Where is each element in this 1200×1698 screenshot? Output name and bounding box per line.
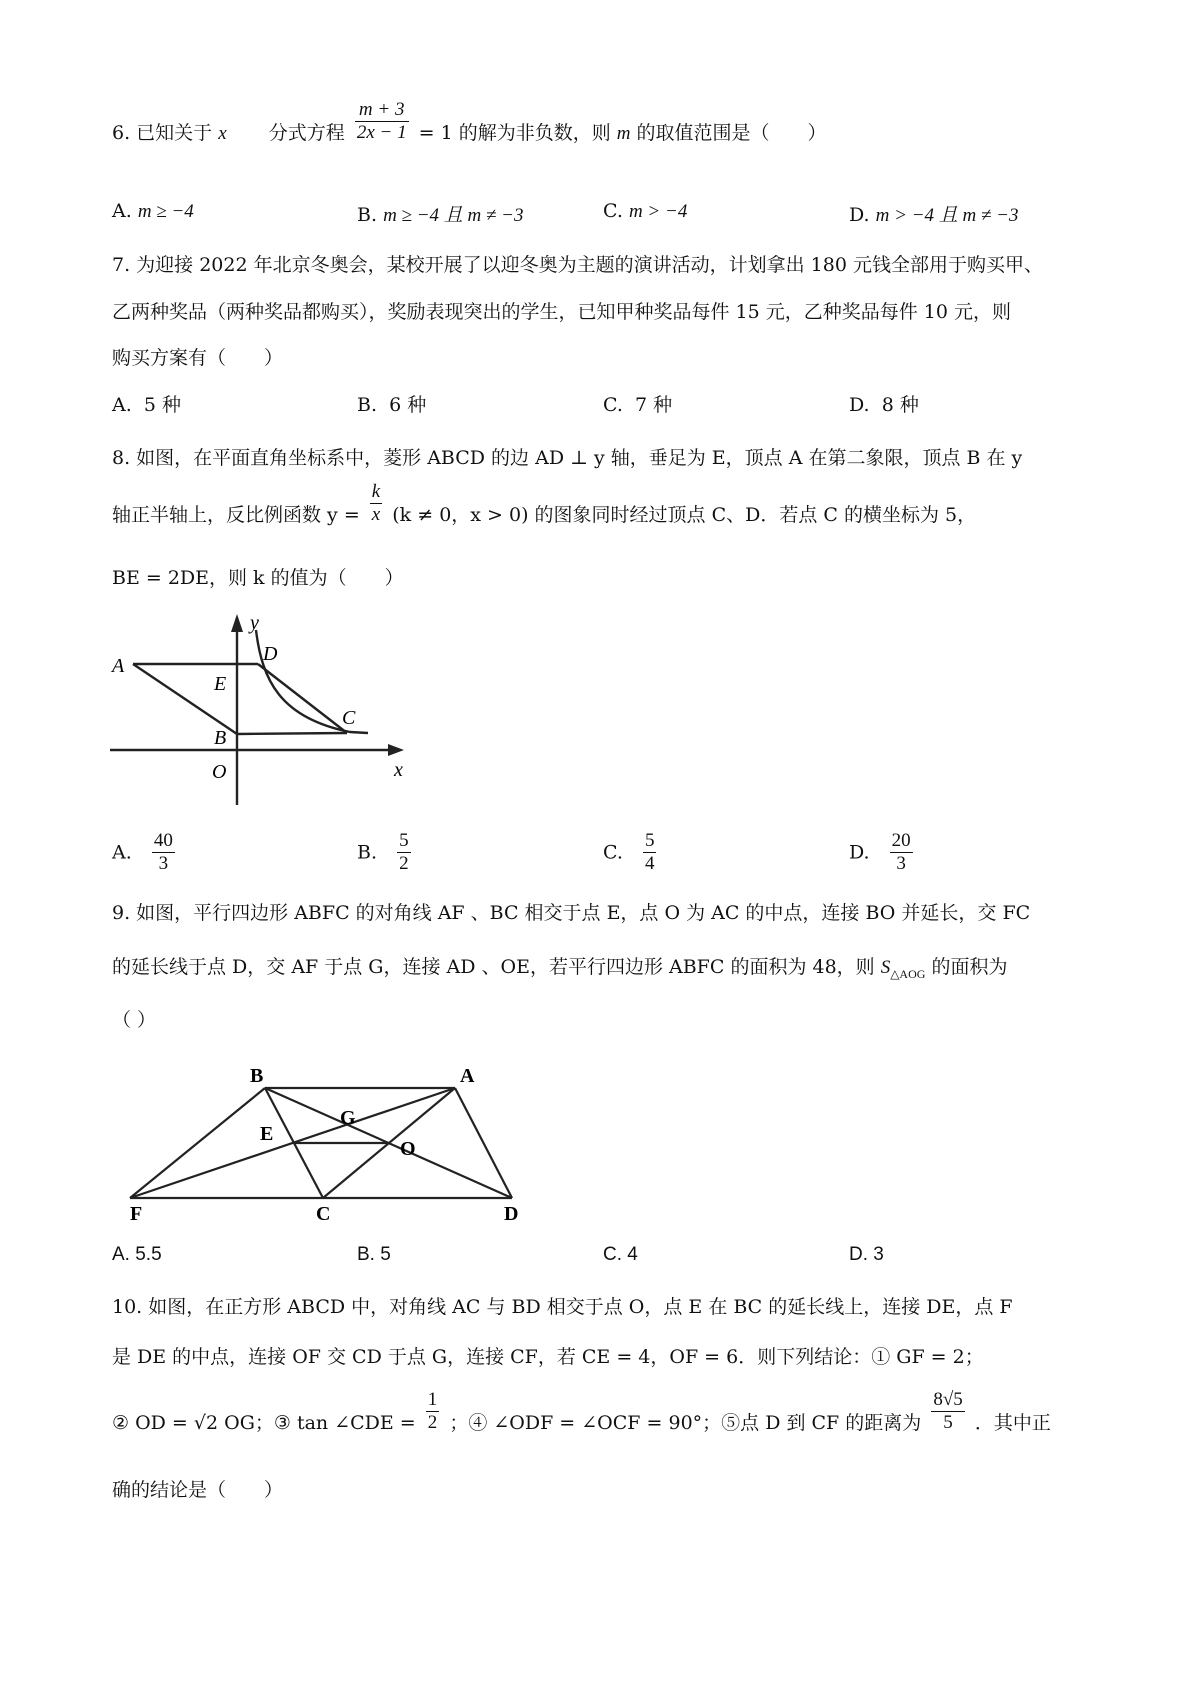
q9-label-e: E: [260, 1123, 274, 1145]
q8-label-a: A: [112, 655, 125, 677]
q8-option-c: C. $\frac{5}{4}$: [603, 830, 655, 874]
q6-fraction: [355, 99, 409, 144]
q6-text-c: = 1 的解为非负数，则: [418, 122, 611, 144]
q8-label-x: x: [394, 759, 403, 781]
q8-x-arrow: [388, 744, 404, 756]
q8-label-b: B: [214, 727, 227, 749]
q8-frac-num: k: [371, 480, 381, 502]
q7-option-a: A. 5 种: [112, 394, 181, 416]
q8-option-b: B. $\frac{5}{2}$: [357, 830, 409, 874]
q9-seg-ad: [455, 1088, 512, 1198]
q9-text-b: 的面积为: [931, 956, 1008, 978]
q8-line-3: BE = 2DE，则 k 的值为（ ）: [112, 567, 404, 589]
q9-label-b: B: [250, 1065, 264, 1087]
q10-text-c: ．其中正: [974, 1412, 1051, 1434]
q7-line-1: 7. 为迎接 2022 年北京冬奥会，某校开展了以迎冬奥为主题的演讲活动，计划拿出 180 元钱全部用于购买甲、: [112, 254, 1043, 276]
q9-label-g: G: [340, 1107, 356, 1129]
q9-option-c: C. 4: [603, 1244, 638, 1265]
q8-label-d: D: [263, 643, 278, 665]
q8-option-d: D. $\frac{20}{3}$: [849, 830, 911, 874]
q9-line-2: [112, 952, 1008, 982]
q8-frac-den: x: [371, 503, 381, 525]
q8-side-dc: [258, 664, 347, 733]
q10-fraction-2: $\frac{8√5}{5}$: [933, 1388, 963, 1433]
q6-var-m: m: [616, 123, 631, 144]
q9-figure: [120, 1060, 540, 1220]
q8-label-y: y: [250, 612, 259, 634]
q7-line-2: 乙两种奖品（两种奖品都购买），奖励表现突出的学生，已知甲种奖品每件 15 元，乙种奖品每件 10 元，则: [112, 301, 1012, 323]
q6-option-c: C. m > −4: [603, 200, 688, 222]
q9-label-f: F: [130, 1203, 143, 1220]
q6-option-b: B. m ≥ −4 且 m ≠ −3: [357, 204, 524, 226]
q9-line-1: 9. 如图，平行四边形 ABFC 的对角线 AF 、BC 相交于点 E，点 O 为 AC 的中点，连接 BO 并延长，交 FC: [112, 902, 1031, 924]
q6-option-a: A. m ≥ −4: [112, 200, 194, 222]
q6-text-b: 分式方程: [268, 122, 345, 144]
q8-side-bc: [237, 733, 347, 734]
q8-y-arrow: [231, 614, 243, 632]
q9-label-c: C: [316, 1203, 331, 1220]
q8-figure: [110, 610, 410, 810]
q6-frac-den: 2x − 1: [356, 121, 407, 143]
q6-frac-num: m + 3: [355, 99, 409, 122]
q10-text-a: ② OD = √2 OG；③ tan ∠CDE =: [112, 1412, 416, 1434]
q10-line-4: 确的结论是（ ）: [112, 1479, 284, 1501]
q8-line-2: [112, 480, 977, 527]
q7-option-b: B. 6 种: [357, 394, 427, 416]
q8-text-a: 轴正半轴上，反比例函数 y =: [112, 504, 360, 526]
q9-label-d: D: [504, 1203, 519, 1220]
q9-text-a: 的延长线于点 D，交 AF 于点 G，连接 AD 、OE，若平行四边形 ABFC 的面积为 48，则: [112, 956, 875, 978]
q6-text-d: 的取值范围是（ ）: [636, 122, 827, 144]
q6-var-x: x: [218, 123, 227, 144]
q10-text-b: ；④ ∠ODF = ∠OCF = 90°；⑤点 D 到 CF 的距离为: [449, 1412, 922, 1434]
q9-option-b: B. 5: [357, 1244, 391, 1265]
q9-label-a: A: [460, 1065, 475, 1087]
q8-option-a: A. $\frac{40}{3}$: [112, 830, 173, 874]
q6-text-a: 6. 已知关于: [112, 122, 213, 144]
q9-option-a: A. 5.5: [112, 1244, 162, 1265]
q6-stem: [112, 98, 827, 145]
q7-line-3: 购买方案有（ ）: [112, 347, 284, 369]
q6-option-d: D. m > −4 且 m ≠ −3: [849, 204, 1019, 226]
q9-option-d: D. 3: [849, 1244, 884, 1265]
q9-line-3: （ ）: [112, 1009, 157, 1031]
q10-line-1: 10. 如图，在正方形 ABCD 中，对角线 AC 与 BD 相交于点 O，点 E 在 BC 的延长线上，连接 DE，点 F: [112, 1296, 1013, 1318]
q8-text-b: (k ≠ 0，x > 0) 的图象同时经过顶点 C、D．若点 C 的横坐标为 5，: [392, 504, 977, 526]
q9-area-symbol: $S_{\triangle AOG}$: [880, 957, 926, 981]
q8-label-c: C: [342, 707, 356, 729]
q8-label-e: E: [214, 673, 227, 695]
q10-line-2: 是 DE 的中点，连接 OF 交 CD 于点 G，连接 CF，若 CE = 4，OF = 6．则下列结论：① GF = 2；: [112, 1346, 984, 1368]
q8-line-1: 8. 如图，在平面直角坐标系中，菱形 ABCD 的边 AD ⊥ y 轴，垂足为 E，顶点 A 在第二象限，顶点 B 在 y: [112, 447, 1023, 469]
q7-option-c: C. 7 种: [603, 394, 673, 416]
q10-line-3: [112, 1388, 1051, 1435]
q9-label-o: O: [400, 1138, 416, 1160]
q9-seg-bf: [130, 1088, 265, 1198]
q10-fraction-1: $\frac{1}{2}$: [427, 1388, 438, 1433]
q7-option-d: D. 8 种: [849, 394, 919, 416]
q8-label-o: O: [212, 761, 227, 783]
q8-fraction: [370, 481, 382, 526]
